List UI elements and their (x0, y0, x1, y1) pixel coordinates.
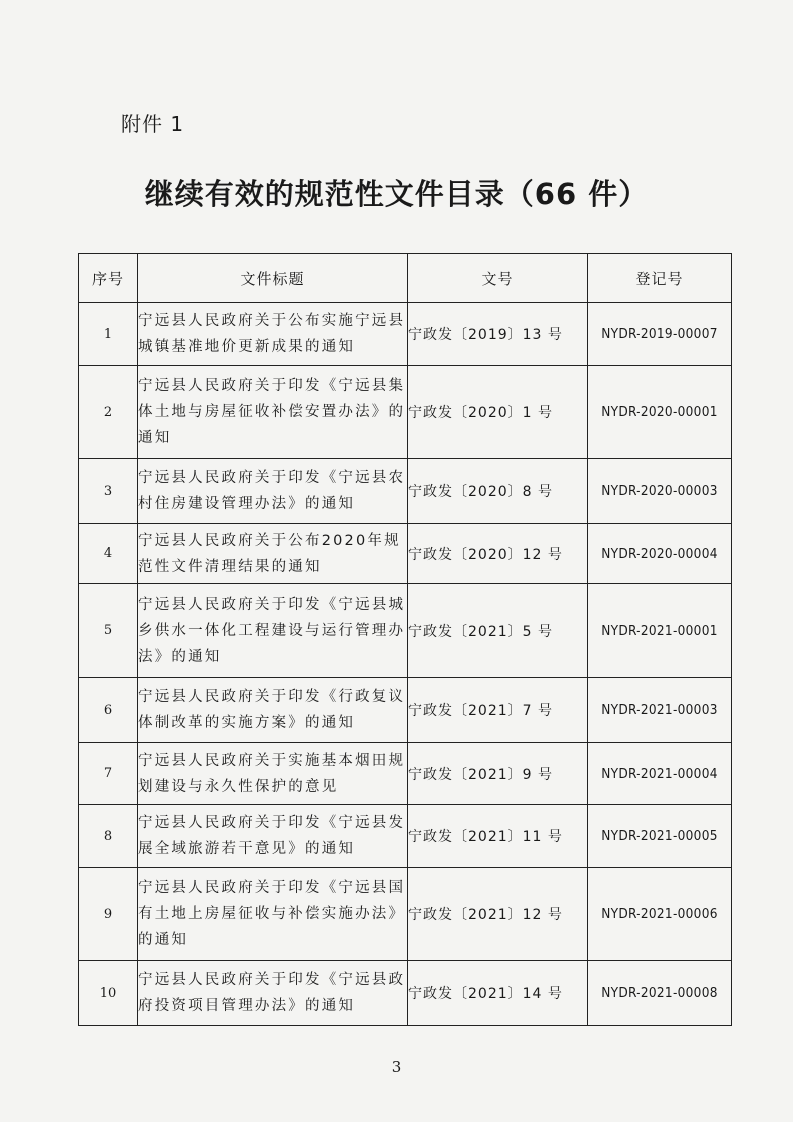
header-title: 文件标题 (138, 254, 408, 303)
row-doc-number: 宁政发〔2021〕11 号 (408, 805, 588, 868)
row-index: 7 (79, 743, 138, 805)
row-registration-number: NYDR-2021-00001 (588, 584, 732, 678)
row-doc-number: 宁政发〔2020〕8 号 (408, 459, 588, 524)
row-registration-number: NYDR-2021-00004 (588, 743, 732, 805)
table-row (79, 303, 732, 366)
row-title: 宁远县人民政府关于印发《宁远县农村住房建设管理办法》的通知 (138, 459, 408, 524)
row-doc-number: 宁政发〔2020〕12 号 (408, 524, 588, 584)
row-doc-number: 宁政发〔2021〕12 号 (408, 868, 588, 961)
page-number: 3 (391, 1058, 402, 1076)
row-index: 8 (79, 805, 138, 868)
row-title: 宁远县人民政府关于印发《行政复议体制改革的实施方案》的通知 (138, 678, 408, 743)
row-registration-number: NYDR-2021-00003 (588, 678, 732, 743)
page-title: 继续有效的规范性文件目录（66 件） (144, 177, 649, 211)
row-title: 宁远县人民政府关于印发《宁远县发展全域旅游若干意见》的通知 (138, 805, 408, 868)
row-index: 10 (79, 961, 138, 1026)
table-row (79, 961, 732, 1026)
table-row (79, 366, 732, 459)
document-list-table (78, 253, 732, 1026)
row-title: 宁远县人民政府关于公布2020年规范性文件清理结果的通知 (138, 524, 408, 584)
row-registration-number: NYDR-2019-00007 (588, 303, 732, 366)
attachment-label: 附件 1 (121, 112, 185, 136)
table-row (79, 805, 732, 868)
row-doc-number: 宁政发〔2019〕13 号 (408, 303, 588, 366)
row-title: 宁远县人民政府关于实施基本烟田规划建设与永久性保护的意见 (138, 743, 408, 805)
row-title: 宁远县人民政府关于印发《宁远县国有土地上房屋征收与补偿实施办法》的通知 (138, 868, 408, 961)
row-registration-number: NYDR-2020-00004 (588, 524, 732, 584)
table-row (79, 459, 732, 524)
row-title: 宁远县人民政府关于印发《宁远县集体土地与房屋征收补偿安置办法》的通知 (138, 366, 408, 459)
header-doc-number: 文号 (408, 254, 588, 303)
row-registration-number: NYDR-2020-00003 (588, 459, 732, 524)
table-row (79, 584, 732, 678)
row-index: 4 (79, 524, 138, 584)
header-index: 序号 (79, 254, 138, 303)
row-title: 宁远县人民政府关于印发《宁远县政府投资项目管理办法》的通知 (138, 961, 408, 1026)
row-title: 宁远县人民政府关于印发《宁远县城乡供水一体化工程建设与运行管理办法》的通知 (138, 584, 408, 678)
row-registration-number: NYDR-2021-00006 (588, 868, 732, 961)
table-row (79, 524, 732, 584)
row-index: 2 (79, 366, 138, 459)
row-doc-number: 宁政发〔2021〕9 号 (408, 743, 588, 805)
row-doc-number: 宁政发〔2021〕14 号 (408, 961, 588, 1026)
row-index: 6 (79, 678, 138, 743)
row-index: 3 (79, 459, 138, 524)
row-title: 宁远县人民政府关于公布实施宁远县城镇基准地价更新成果的通知 (138, 303, 408, 366)
table-row (79, 678, 732, 743)
row-doc-number: 宁政发〔2021〕5 号 (408, 584, 588, 678)
row-registration-number: NYDR-2021-00008 (588, 961, 732, 1026)
row-doc-number: 宁政发〔2021〕7 号 (408, 678, 588, 743)
row-index: 1 (79, 303, 138, 366)
header-registration-number: 登记号 (588, 254, 732, 303)
row-doc-number: 宁政发〔2020〕1 号 (408, 366, 588, 459)
row-index: 5 (79, 584, 138, 678)
table-row (79, 868, 732, 961)
table-header-row (79, 254, 732, 303)
row-registration-number: NYDR-2021-00005 (588, 805, 732, 868)
row-index: 9 (79, 868, 138, 961)
table-row (79, 743, 732, 805)
row-registration-number: NYDR-2020-00001 (588, 366, 732, 459)
